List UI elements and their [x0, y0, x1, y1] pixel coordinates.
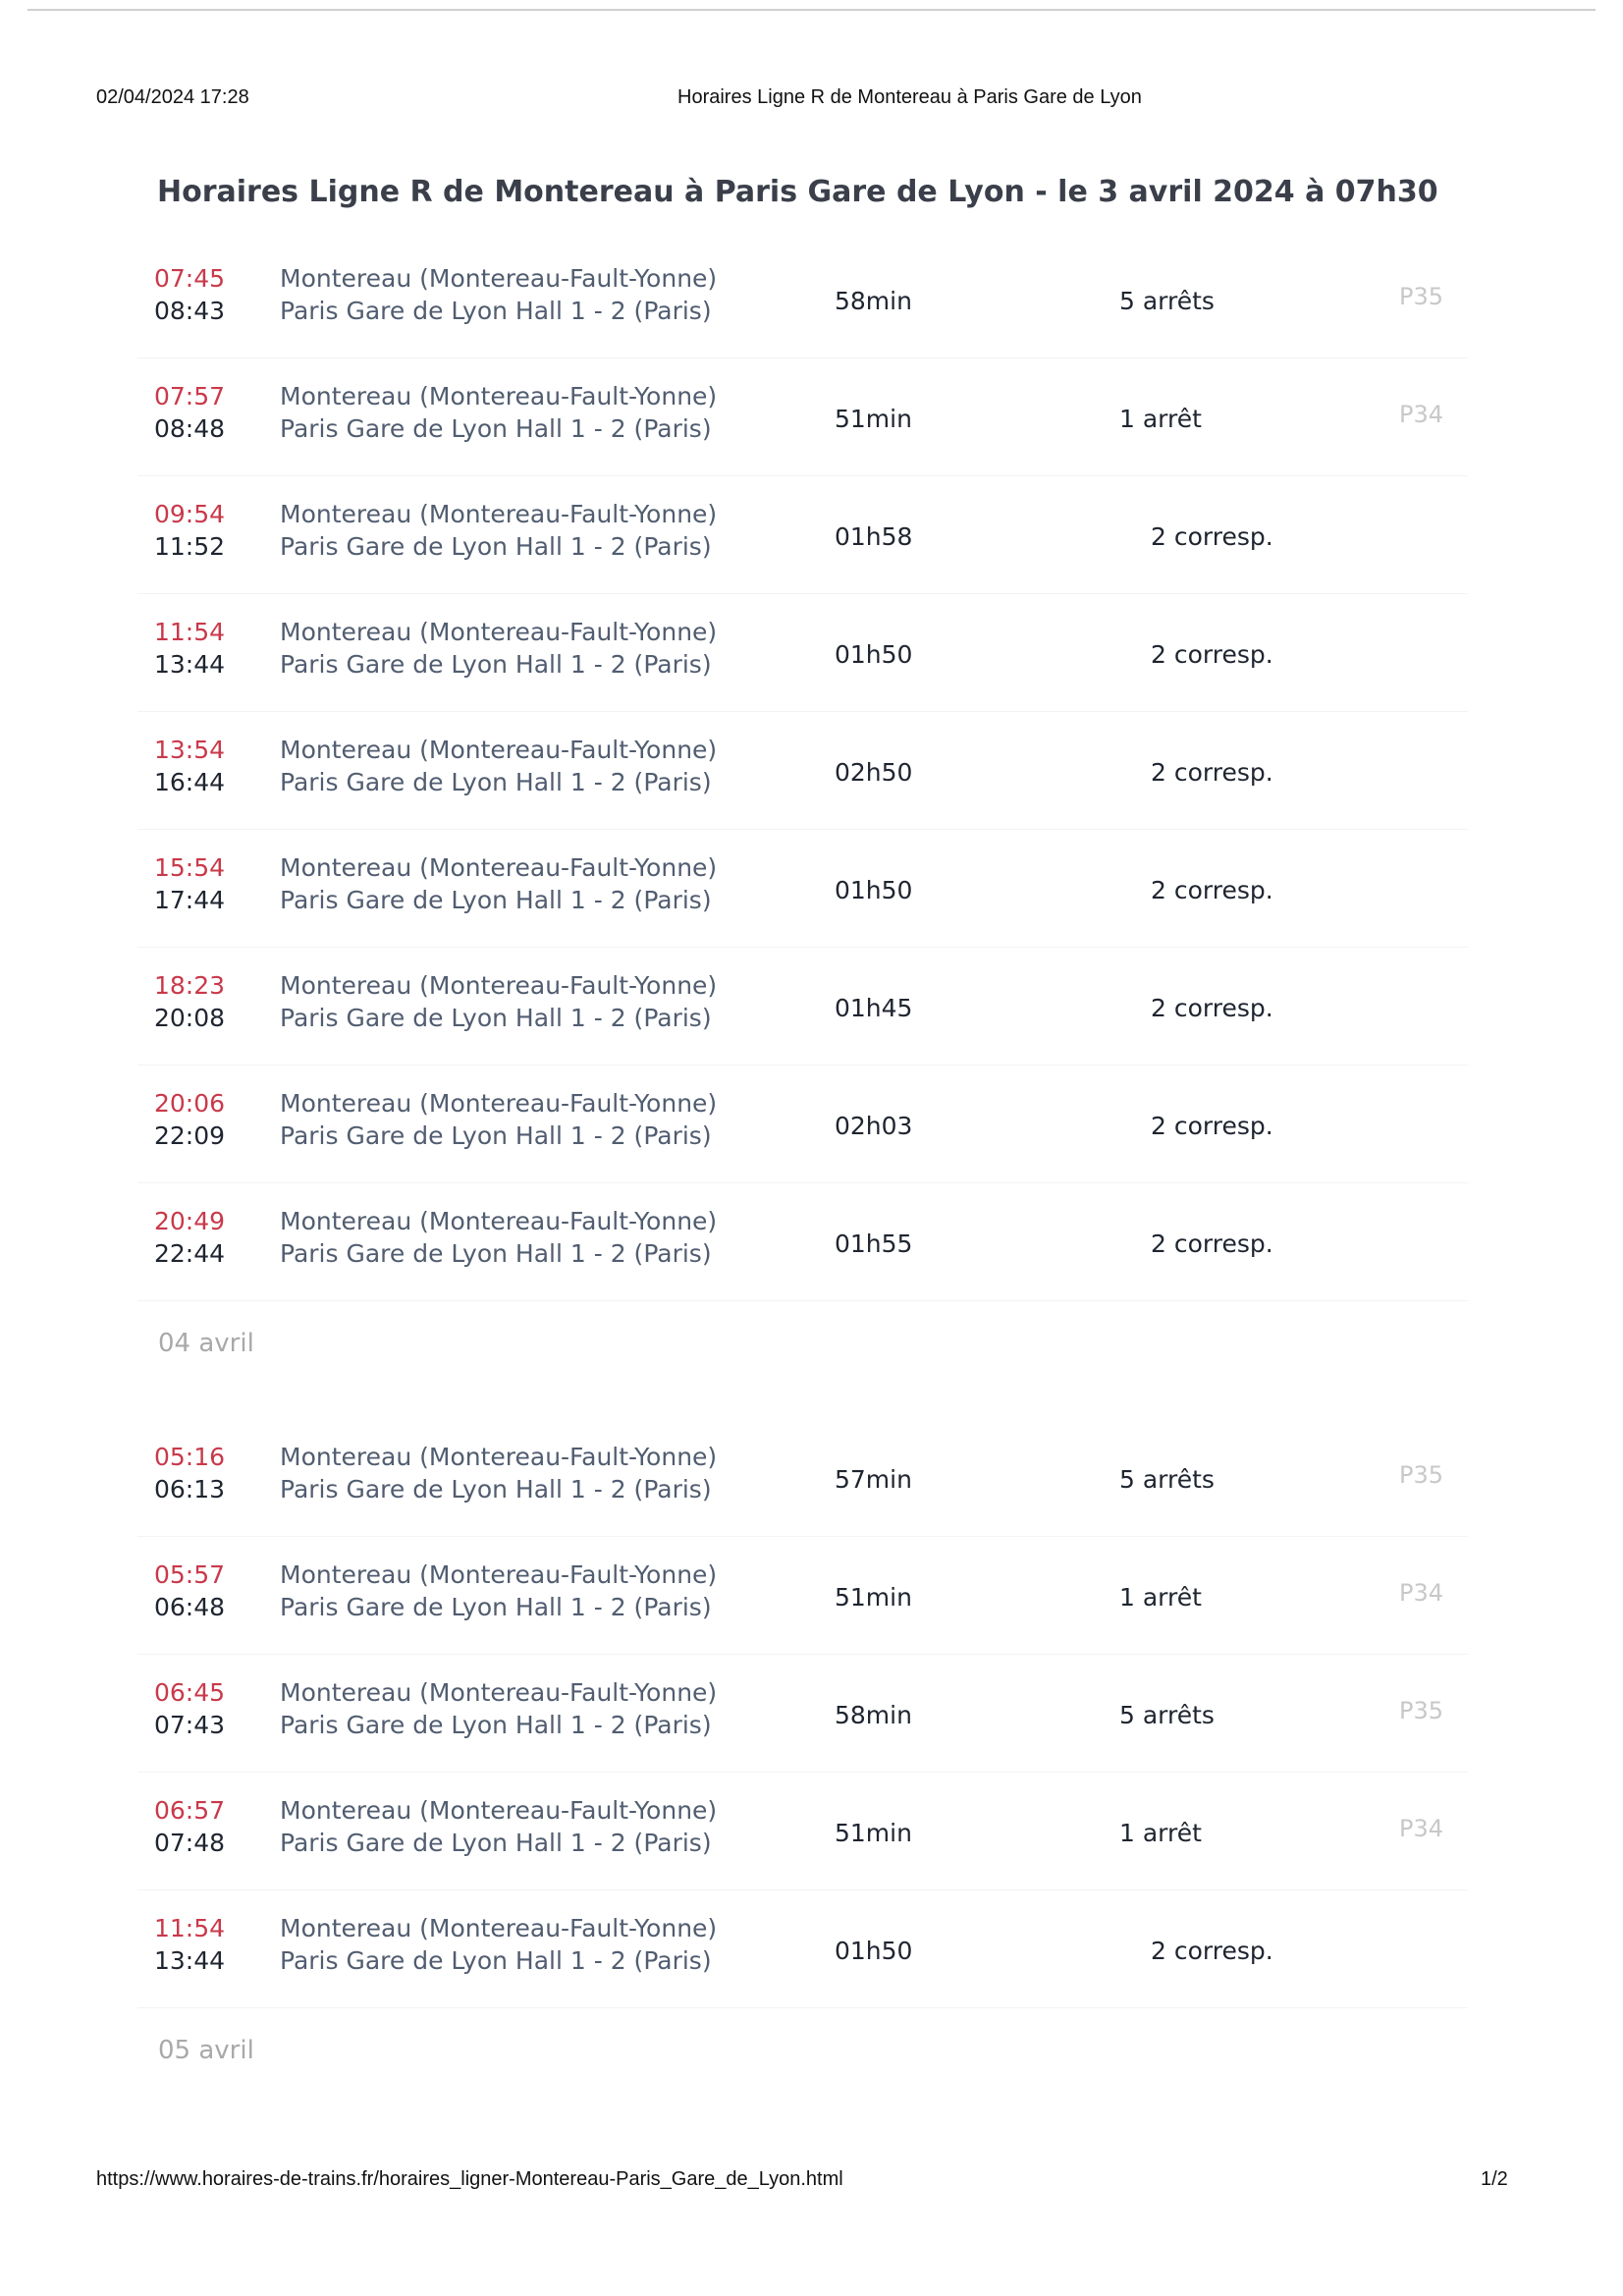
destination-station: Paris Gare de Lyon Hall 1 - 2 (Paris) — [280, 1829, 712, 1857]
train-code: P34 — [1399, 1815, 1444, 1842]
destination-station: Paris Gare de Lyon Hall 1 - 2 (Paris) — [280, 1593, 712, 1621]
origin-station: Montereau (Montereau-Fault-Yonne) — [280, 971, 718, 1000]
origin-station: Montereau (Montereau-Fault-Yonne) — [280, 382, 718, 410]
train-code: P34 — [1399, 401, 1444, 428]
day-separator — [137, 2008, 1468, 2126]
arrival-time: 07:43 — [154, 1711, 226, 1739]
arrival-time: 08:43 — [154, 297, 226, 325]
arrival-time: 13:44 — [154, 650, 226, 679]
departure-time: 05:57 — [154, 1560, 226, 1589]
print-url: https://www.horaires-de-trains.fr/horaires_ligner-Montereau-Paris_Gare_de_Lyon.html — [96, 2168, 843, 2190]
train-code: P35 — [1399, 283, 1444, 310]
day-label: 04 avril — [158, 1329, 254, 1358]
destination-station: Paris Gare de Lyon Hall 1 - 2 (Paris) — [280, 1239, 712, 1268]
departure-time: 18:23 — [154, 971, 226, 1000]
origin-station: Montereau (Montereau-Fault-Yonne) — [280, 1560, 718, 1589]
destination-station: Paris Gare de Lyon Hall 1 - 2 (Paris) — [280, 1121, 712, 1150]
origin-station: Montereau (Montereau-Fault-Yonne) — [280, 1207, 718, 1235]
destination-station: Paris Gare de Lyon Hall 1 - 2 (Paris) — [280, 1946, 712, 1975]
departure-time: 06:57 — [154, 1796, 226, 1825]
departure-time: 13:54 — [154, 736, 226, 764]
schedule-row[interactable] — [137, 1183, 1468, 1301]
stops-info: 2 corresp. — [1151, 1937, 1273, 1965]
departure-time: 11:54 — [154, 618, 226, 646]
page-title: Horaires Ligne R de Montereau à Paris Gare de Lyon - le 3 avril 2024 à 07h30 — [157, 175, 1438, 209]
stops-info: 5 arrêts — [1119, 287, 1215, 315]
arrival-time: 11:52 — [154, 532, 226, 561]
stops-info: 2 corresp. — [1151, 1112, 1273, 1140]
stops-info: 1 arrêt — [1119, 1819, 1202, 1847]
trip-duration: 51min — [835, 1819, 912, 1847]
schedule-row[interactable] — [137, 1537, 1468, 1655]
arrival-time: 16:44 — [154, 768, 226, 796]
schedule-row[interactable] — [137, 1773, 1468, 1890]
origin-station: Montereau (Montereau-Fault-Yonne) — [280, 1914, 718, 1942]
departure-time: 20:06 — [154, 1089, 226, 1118]
trip-duration: 02h03 — [835, 1112, 913, 1140]
train-code: P35 — [1399, 1697, 1444, 1724]
trip-duration: 01h58 — [835, 522, 913, 551]
destination-station: Paris Gare de Lyon Hall 1 - 2 (Paris) — [280, 1475, 712, 1503]
arrival-time: 08:48 — [154, 414, 226, 443]
arrival-time: 17:44 — [154, 886, 226, 914]
schedule-row[interactable] — [137, 241, 1468, 358]
stops-info: 5 arrêts — [1119, 1701, 1215, 1729]
origin-station: Montereau (Montereau-Fault-Yonne) — [280, 1089, 718, 1118]
destination-station: Paris Gare de Lyon Hall 1 - 2 (Paris) — [280, 650, 712, 679]
origin-station: Montereau (Montereau-Fault-Yonne) — [280, 500, 718, 528]
origin-station: Montereau (Montereau-Fault-Yonne) — [280, 1678, 718, 1707]
schedule-row[interactable] — [137, 948, 1468, 1066]
day-label: 05 avril — [158, 2036, 254, 2065]
departure-time: 11:54 — [154, 1914, 226, 1942]
print-date: 02/04/2024 17:28 — [96, 86, 249, 108]
schedule-row[interactable] — [137, 358, 1468, 476]
arrival-time: 06:48 — [154, 1593, 226, 1621]
schedule-row[interactable] — [137, 1419, 1468, 1537]
stops-info: 2 corresp. — [1151, 522, 1273, 551]
trip-duration: 01h50 — [835, 876, 913, 904]
destination-station: Paris Gare de Lyon Hall 1 - 2 (Paris) — [280, 768, 712, 796]
trip-duration: 58min — [835, 1701, 912, 1729]
trip-duration: 01h55 — [835, 1230, 913, 1258]
schedule-row[interactable] — [137, 712, 1468, 830]
schedule-row[interactable] — [137, 1655, 1468, 1773]
stops-info: 2 corresp. — [1151, 994, 1273, 1022]
page-number: 1/2 — [1481, 2168, 1508, 2190]
schedule-row[interactable] — [137, 830, 1468, 948]
destination-station: Paris Gare de Lyon Hall 1 - 2 (Paris) — [280, 886, 712, 914]
destination-station: Paris Gare de Lyon Hall 1 - 2 (Paris) — [280, 1004, 712, 1032]
destination-station: Paris Gare de Lyon Hall 1 - 2 (Paris) — [280, 414, 712, 443]
train-code: P35 — [1399, 1461, 1444, 1489]
arrival-time: 20:08 — [154, 1004, 226, 1032]
departure-time: 06:45 — [154, 1678, 226, 1707]
origin-station: Montereau (Montereau-Fault-Yonne) — [280, 264, 718, 293]
arrival-time: 07:48 — [154, 1829, 226, 1857]
schedule-row[interactable] — [137, 476, 1468, 594]
day-separator — [137, 1301, 1468, 1419]
departure-time: 07:57 — [154, 382, 226, 410]
departure-time: 09:54 — [154, 500, 226, 528]
trip-duration: 01h45 — [835, 994, 913, 1022]
trip-duration: 51min — [835, 1583, 912, 1612]
departure-time: 20:49 — [154, 1207, 226, 1235]
train-code: P34 — [1399, 1579, 1444, 1607]
trip-duration: 02h50 — [835, 758, 913, 787]
print-page-title: Horaires Ligne R de Montereau à Paris Gare de Lyon — [677, 86, 1142, 108]
origin-station: Montereau (Montereau-Fault-Yonne) — [280, 1443, 718, 1471]
stops-info: 2 corresp. — [1151, 758, 1273, 787]
destination-station: Paris Gare de Lyon Hall 1 - 2 (Paris) — [280, 1711, 712, 1739]
departure-time: 07:45 — [154, 264, 226, 293]
origin-station: Montereau (Montereau-Fault-Yonne) — [280, 853, 718, 882]
departure-time: 15:54 — [154, 853, 226, 882]
schedule-row[interactable] — [137, 1890, 1468, 2008]
arrival-time: 13:44 — [154, 1946, 226, 1975]
schedule-row[interactable] — [137, 1066, 1468, 1183]
arrival-time: 22:44 — [154, 1239, 226, 1268]
destination-station: Paris Gare de Lyon Hall 1 - 2 (Paris) — [280, 297, 712, 325]
trip-duration: 57min — [835, 1465, 912, 1494]
origin-station: Montereau (Montereau-Fault-Yonne) — [280, 1796, 718, 1825]
trip-duration: 58min — [835, 287, 912, 315]
print-header — [0, 86, 1623, 116]
arrival-time: 06:13 — [154, 1475, 226, 1503]
trip-duration: 51min — [835, 405, 912, 433]
trip-duration: 01h50 — [835, 640, 913, 669]
stops-info: 1 arrêt — [1119, 405, 1202, 433]
departure-time: 05:16 — [154, 1443, 226, 1471]
top-rule — [27, 9, 1596, 11]
stops-info: 5 arrêts — [1119, 1465, 1215, 1494]
schedule-table — [137, 241, 1468, 2126]
schedule-row[interactable] — [137, 594, 1468, 712]
stops-info: 2 corresp. — [1151, 640, 1273, 669]
stops-info: 2 corresp. — [1151, 1230, 1273, 1258]
stops-info: 2 corresp. — [1151, 876, 1273, 904]
origin-station: Montereau (Montereau-Fault-Yonne) — [280, 618, 718, 646]
stops-info: 1 arrêt — [1119, 1583, 1202, 1612]
destination-station: Paris Gare de Lyon Hall 1 - 2 (Paris) — [280, 532, 712, 561]
trip-duration: 01h50 — [835, 1937, 913, 1965]
origin-station: Montereau (Montereau-Fault-Yonne) — [280, 736, 718, 764]
arrival-time: 22:09 — [154, 1121, 226, 1150]
